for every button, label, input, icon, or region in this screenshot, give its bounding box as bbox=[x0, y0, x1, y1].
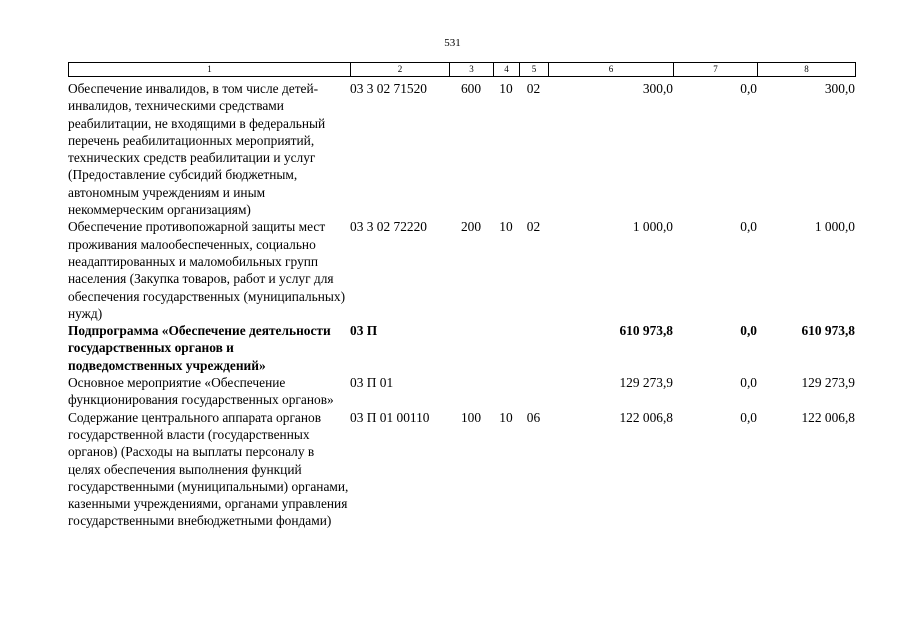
row-sum: 300,0 bbox=[642, 81, 673, 96]
table-row-subprogram bbox=[68, 322, 855, 374]
row-subsection: 02 bbox=[526, 219, 541, 235]
row-col8: 122 006,8 bbox=[801, 409, 855, 425]
table-row bbox=[68, 80, 855, 218]
row-name: Основное мероприятие «Обеспечение функционирования государственных органов» bbox=[68, 375, 334, 408]
table-row bbox=[68, 374, 855, 409]
row-expense-type: 600 bbox=[460, 81, 482, 96]
row-col7: 0,0 bbox=[740, 375, 757, 391]
row-section: 10 bbox=[499, 219, 513, 235]
row-section bbox=[493, 322, 519, 374]
row-target-article: 03 П bbox=[350, 323, 378, 339]
header-col-4: 4 bbox=[494, 63, 520, 77]
header-col-5: 5 bbox=[520, 63, 549, 77]
row-col8: 300,0 bbox=[824, 81, 855, 96]
row-sum: 1 000,0 bbox=[632, 219, 673, 235]
table-row bbox=[68, 218, 855, 322]
row-target-article: 03 П 01 bbox=[350, 375, 394, 391]
row-subsection bbox=[519, 374, 548, 409]
header-col-6: 6 bbox=[549, 63, 674, 77]
row-col8: 129 273,9 bbox=[801, 375, 855, 391]
header-col-8: 8 bbox=[758, 63, 856, 77]
header-col-3: 3 bbox=[450, 63, 494, 77]
row-subsection: 06 bbox=[526, 409, 541, 425]
row-col7: 0,0 bbox=[740, 323, 757, 339]
row-expense-type: 100 bbox=[460, 409, 482, 425]
row-col8: 1 000,0 bbox=[814, 219, 855, 235]
row-name: Подпрограмма «Обеспечение деятельности государственных органов и подведомственных учреждений» bbox=[68, 323, 331, 373]
row-target-article: 03 П 01 00110 bbox=[350, 409, 430, 425]
row-subsection bbox=[519, 322, 548, 374]
row-target-article: 03 3 02 72220 bbox=[350, 219, 427, 235]
table-row bbox=[68, 409, 855, 530]
header-col-2: 2 bbox=[351, 63, 450, 77]
row-expense-type bbox=[449, 374, 493, 409]
row-section: 10 bbox=[499, 409, 513, 425]
row-subsection: 02 bbox=[526, 81, 541, 96]
row-sum: 122 006,8 bbox=[619, 409, 673, 425]
header-col-7: 7 bbox=[674, 63, 758, 77]
row-col7: 0,0 bbox=[740, 409, 757, 425]
row-expense-type: 200 bbox=[460, 219, 482, 235]
column-number-header bbox=[68, 62, 856, 77]
header-col-1: 1 bbox=[69, 63, 351, 77]
row-col8: 610 973,8 bbox=[801, 323, 855, 339]
row-name: Обеспечение противопожарной защиты мест проживания малообеспеченных, социально неадаптированных и маломобильных групп населения (Закупка товаров, работ и услуг для обеспечения государственных (муниципальных) нужд) bbox=[68, 219, 346, 321]
row-sum: 129 273,9 bbox=[619, 375, 673, 391]
row-section bbox=[493, 374, 519, 409]
row-sum: 610 973,8 bbox=[619, 323, 673, 339]
row-name: Содержание центрального аппарата органов государственной власти (государственных органов) (Расходы на выплаты персоналу в целях обеспечения выполнения функций государственными (муниципальными) органами, казенными учреждениями, органами управления государственными внебюджетными фондами) bbox=[68, 409, 349, 529]
row-col7: 0,0 bbox=[740, 219, 757, 235]
row-name: Обеспечение инвалидов, в том числе детей-инвалидов, техническими средствами реабилитации, не входящими в федеральный перечень реабилитационных мероприятий, технических средств реабилитации и услуг (Предоставление субсидий бюджетным, автономным учреждениям и иным некоммерческим организациям) bbox=[68, 81, 326, 218]
row-target-article: 03 3 02 71520 bbox=[350, 81, 427, 96]
row-col7: 0,0 bbox=[740, 81, 757, 96]
budget-table bbox=[68, 80, 855, 530]
page-number: 531 bbox=[444, 37, 461, 49]
row-expense-type bbox=[449, 322, 493, 374]
row-section: 10 bbox=[499, 81, 513, 96]
